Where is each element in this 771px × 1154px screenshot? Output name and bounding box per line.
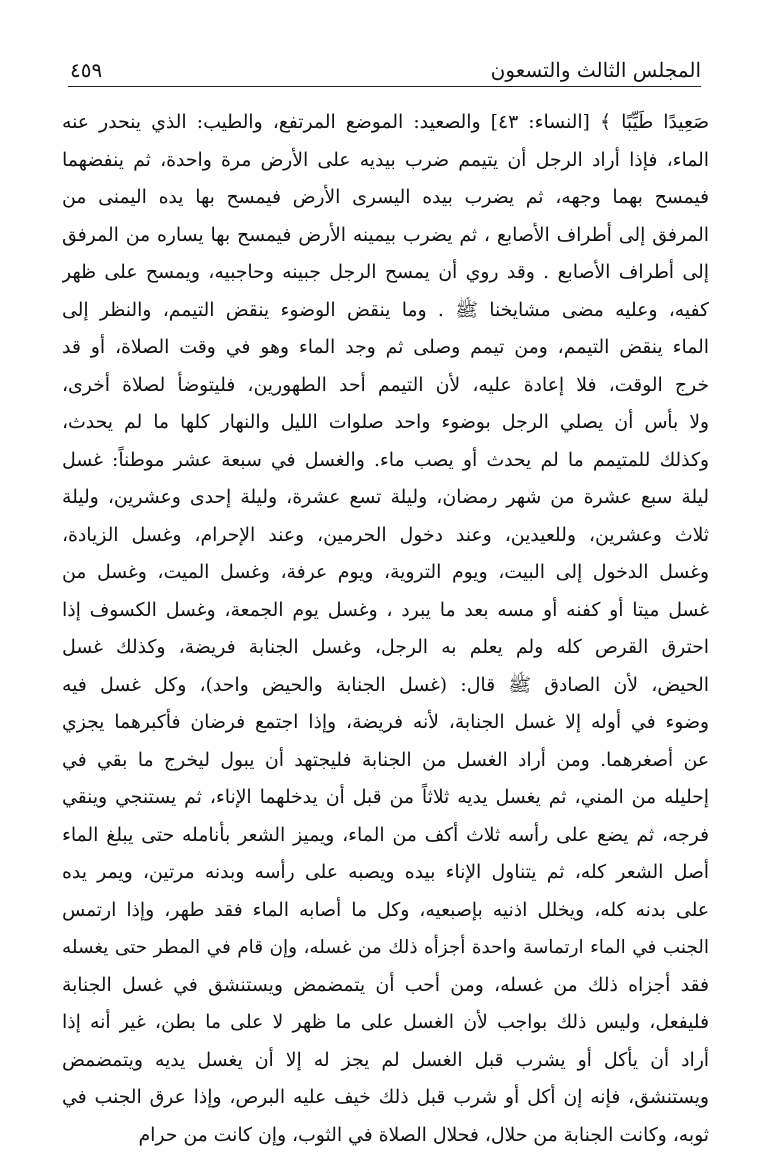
text-line: أصل الشعر كله، ثم يتناول الإناء بيده ويصبه على رأسه وبدنه مرتين، ويمر يده (62, 854, 709, 892)
page-number: ٤٥٩ (70, 56, 102, 84)
text-line: ثوبه، وكانت الجنابة من حلال، فحلال الصلاة في الثوب، وإن كانت من حرام (62, 1117, 709, 1154)
text-line: وكذلك للمتيمم ما لم يحدث أو يصب ماء. والغسل في سبعة عشر موطناً: غسل (62, 442, 709, 480)
text-line: الحيض، لأن الصادق ﷺ قال: (غسل الجنابة والحيض واحد)، وكل غسل فيه (62, 667, 709, 705)
text-line: وغسل الدخول إلى البيت، ويوم التروية، ويوم عرفة، وغسل الميت، وغسل من (62, 554, 709, 592)
text-line: المرفق إلى أطراف الأصابع ، ثم يضرب بيمينه الأرض فيمسح بها يساره من المرفق (62, 217, 709, 255)
text-line: على بدنه كله، ويخلل اذنيه بإصبعيه، وكل ما أصابه الماء فقد طهر، وإذا ارتمس (62, 892, 709, 930)
text-line: ولا بأس أن يصلي الرجل بوضوء واحد صلوات الليل والنهار كلها ما لم يحدث، (62, 404, 709, 442)
text-line: فيمسح بهما وجهه، ثم يضرب بيده اليسرى الأرض فيمسح بها يده اليمنى من (62, 179, 709, 217)
text-line: صَعِيدًا طَيِّبًا ﴾ [النساء: ٤٣] والصعيد: الموضع المرتفع، والطيب: الذي ينحدر عنه (62, 104, 709, 142)
text-line: كفيه، وعليه مضى مشايخنا ﷺ . وما ينقض الوضوء ينقض التيمم، والنظر إلى (62, 292, 709, 330)
text-line: أراد أن يأكل أو يشرب قبل الغسل لم يجز له إلا أن يغسل يديه ويتمضمض (62, 1042, 709, 1080)
text-line: ثلاث وعشرين، وللعيدين، وعند دخول الحرمين، وعند الإحرام، وغسل الزيادة، (62, 517, 709, 555)
text-line: الماء، فإذا أراد الرجل أن يتيمم ضرب بيديه على الأرض مرة واحدة، ثم ينفضهما (62, 142, 709, 180)
text-line: ويستنشق، فإنه إن أكل أو شرب قبل ذلك خيف عليه البرص، وإذا عرق الجنب في (62, 1079, 709, 1117)
header-divider (68, 86, 701, 87)
text-line: الجنب في الماء ارتماسة واحدة أجزأه ذلك من غسله، وإن قام في المطر حتى يغسله (62, 929, 709, 967)
text-line: إحليله من المني، ثم يغسل يديه ثلاثاً من قبل أن يدخلهما الإناء، ثم يستنجي وينقي (62, 779, 709, 817)
text-line: غسل ميتا أو كفنه أو مسه بعد ما يبرد ، وغسل يوم الجمعة، وغسل الكسوف إذا (62, 592, 709, 630)
chapter-title: المجلس الثالث والتسعون (491, 56, 701, 84)
body-text (62, 104, 709, 1154)
text-line: ليلة سبع عشرة من شهر رمضان، وليلة تسع عشرة، وليلة إحدى وعشرين، وليلة (62, 479, 709, 517)
text-line: احترق القرص كله ولم يعلم به الرجل، وغسل الجنابة فريضة، وكذلك غسل (62, 629, 709, 667)
text-line: وضوء في أوله إلا غسل الجنابة، لأنه فريضة، وإذا اجتمع فرضان فأكبرهما يجزي (62, 704, 709, 742)
text-line: خرج الوقت، فلا إعادة عليه، لأن التيمم أحد الطهورين، فليتوضأ لصلاة أخرى، (62, 367, 709, 405)
text-line: إلى أطراف الأصابع . وقد روي أن يمسح الرجل جبينه وحاجبيه، ويمسح على ظهر (62, 254, 709, 292)
page-header (70, 50, 701, 84)
text-line: فليفعل، وليس ذلك بواجب لأن الغسل على ما ظهر لا على ما بطن، غير أنه إذا (62, 1004, 709, 1042)
text-line: فقد أجزاه ذلك من غسله، ومن أحب أن يتمضمض ويستنشق في غسل الجنابة (62, 967, 709, 1005)
text-line: الماء ينقض التيمم، ومن تيمم وصلى ثم وجد الماء وهو في وقت الصلاة، أو قد (62, 329, 709, 367)
text-line: فرجه، ثم يضع على رأسه ثلاث أكف من الماء، ويميز الشعر بأنامله حتى يبلغ الماء (62, 817, 709, 855)
text-line: عن أصغرهما. ومن أراد الغسل من الجنابة فليجتهد أن يبول ليخرج ما بقي في (62, 742, 709, 780)
